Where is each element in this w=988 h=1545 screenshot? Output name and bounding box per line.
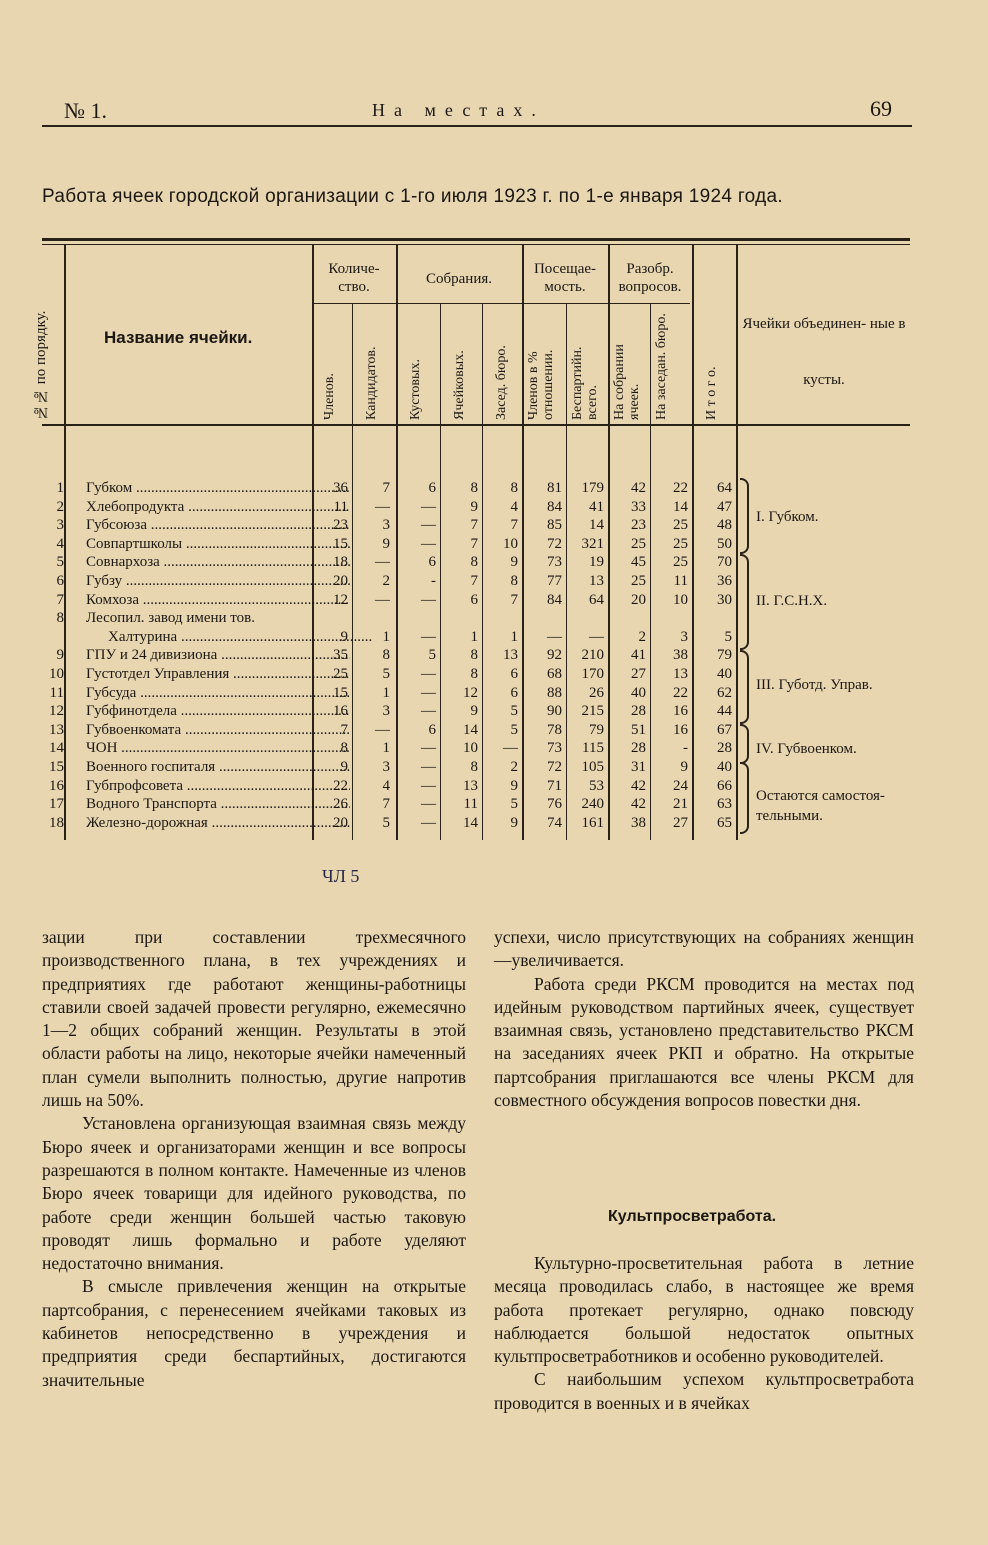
- right-column-bottom: [494, 1252, 914, 1415]
- cell-value: 16: [673, 703, 688, 720]
- cell-value: —: [421, 535, 436, 552]
- col-head-yacheykovykh: Ячейковых.: [452, 350, 467, 420]
- row-number: 6: [56, 573, 64, 589]
- paragraph: С наибольшим успехом культпросветработа проводится в военных и в ячейках: [494, 1369, 914, 1413]
- col-head-kandidatov: Кандидатов.: [364, 346, 379, 420]
- cell-value: 14: [589, 517, 604, 534]
- cell-name: Комхоза .....: [86, 592, 350, 609]
- cell-value: —: [421, 498, 436, 515]
- cell-value: 48: [717, 517, 732, 534]
- cell-value: 5: [510, 703, 518, 720]
- cell-value: 5: [510, 721, 518, 738]
- table-row: [42, 573, 742, 591]
- table-row: [42, 610, 742, 628]
- cell-value: 67: [717, 721, 732, 738]
- cell-value: 8: [510, 480, 518, 496]
- cell-value: 5: [382, 814, 390, 831]
- table-row: [42, 517, 742, 535]
- cell-value: 25: [673, 554, 688, 571]
- cell-value: 6: [428, 721, 436, 738]
- cell-value: 1: [382, 740, 390, 757]
- table-row: [42, 666, 742, 684]
- cell-value: 13: [463, 777, 478, 794]
- cell-value: 2: [382, 573, 390, 589]
- cell-name: Водного Транспорта .....: [86, 796, 350, 813]
- cell-value: 73: [547, 740, 562, 757]
- running-title: На местах.: [372, 100, 545, 120]
- table-row: [42, 796, 742, 814]
- cell-value: 64: [717, 480, 732, 496]
- cell-value: 84: [547, 498, 562, 515]
- cell-value: 38: [673, 647, 688, 664]
- cell-value: 3: [382, 703, 390, 720]
- cell-value: 7: [470, 573, 478, 589]
- cell-value: 30: [717, 591, 732, 608]
- cell-value: 8: [470, 480, 478, 496]
- cell-value: 179: [581, 480, 604, 496]
- cell-value: 13: [589, 573, 604, 589]
- cell-value: —: [375, 554, 390, 571]
- cell-value: 16: [333, 703, 348, 720]
- cell-value: 45: [631, 554, 646, 571]
- row-number: 2: [56, 498, 64, 515]
- cell-value: 73: [547, 554, 562, 571]
- cell-value: 40: [717, 666, 732, 682]
- cell-value: 5: [510, 796, 518, 813]
- col-head-kustovykh: Кустовых.: [408, 359, 423, 420]
- col-head-na-sobranii: На собрании ячеек.: [612, 344, 642, 420]
- table-top-rule-thin: [42, 244, 910, 245]
- col-group-sobraniya: Собрания.: [426, 271, 492, 287]
- cell-value: 20: [333, 814, 348, 831]
- table-row: [42, 778, 742, 796]
- cell-value: 40: [717, 759, 732, 775]
- cell-name: ГПУ и 24 дивизиона .....: [86, 647, 350, 664]
- row-number: 18: [49, 814, 64, 831]
- cell-value: 81: [547, 480, 562, 496]
- cluster-label-4: IV. Губвоенком.: [756, 741, 857, 757]
- cell-value: —: [375, 721, 390, 738]
- col-head-itogo: И т о г о.: [704, 366, 719, 420]
- cell-name: Халтурина .....: [108, 629, 372, 646]
- cell-value: 8: [470, 554, 478, 571]
- cell-value: 25: [673, 517, 688, 534]
- cell-value: 19: [589, 554, 604, 571]
- cell-value: 9: [340, 759, 348, 775]
- cell-name: Губзу .....: [86, 573, 350, 590]
- cell-value: 5: [382, 666, 390, 682]
- cell-name: Совпартшколы .....: [86, 536, 350, 553]
- cell-value: 68: [547, 666, 562, 682]
- cell-value: —: [589, 628, 604, 645]
- cell-value: 8: [470, 647, 478, 664]
- row-number: 13: [49, 721, 64, 738]
- cell-value: 3: [680, 628, 688, 645]
- page-number: 69: [870, 96, 892, 121]
- col-head-chlenov-pct: Членов в % отношении.: [526, 349, 556, 420]
- cell-value: 26: [589, 684, 604, 701]
- cell-value: 1: [470, 628, 478, 645]
- cell-value: 9: [340, 628, 348, 645]
- cell-value: 161: [581, 814, 604, 831]
- cell-value: 74: [547, 814, 562, 831]
- cell-value: 13: [503, 647, 518, 664]
- cell-value: —: [421, 777, 436, 794]
- cell-value: 21: [673, 796, 688, 813]
- cell-value: 92: [547, 647, 562, 664]
- cell-value: 47: [717, 498, 732, 515]
- cell-value: 105: [581, 759, 604, 775]
- cell-value: 78: [547, 721, 562, 738]
- cell-value: 9: [470, 498, 478, 515]
- cell-value: 42: [631, 796, 646, 813]
- cell-value: 6: [510, 684, 518, 701]
- cell-value: 8: [340, 740, 348, 757]
- col-head-zased-byuro: Засед. бюро.: [494, 345, 509, 420]
- cell-value: 9: [510, 554, 518, 571]
- cluster-label-1: I. Губком.: [756, 509, 819, 525]
- cell-value: 7: [382, 796, 390, 813]
- cell-value: 7: [510, 591, 518, 608]
- cell-value: 25: [631, 573, 646, 589]
- cell-value: 11: [463, 796, 478, 813]
- col-head-order: №№ по порядку.: [33, 310, 49, 420]
- cell-name: Губвоенкомата .....: [86, 722, 350, 739]
- cell-value: 23: [333, 517, 348, 534]
- table-row: [42, 722, 742, 740]
- cell-value: 9: [680, 759, 688, 775]
- cell-value: 40: [631, 684, 646, 701]
- cell-name: Густотдел Управления .....: [86, 666, 350, 683]
- col-group-kolichestvo: Количе-ство.: [328, 261, 380, 295]
- cell-value: 72: [547, 759, 562, 775]
- cell-value: 36: [333, 480, 348, 496]
- cluster-label-3: III. Губотд. Управ.: [756, 677, 873, 693]
- cell-value: 79: [589, 721, 604, 738]
- col-group-kusty: Ячейки объединен- ные в кусты.: [742, 316, 906, 388]
- cell-value: 41: [631, 647, 646, 664]
- cell-value: 66: [717, 777, 732, 794]
- paragraph: В смысле привлечения женщин на открытые партсобрания, с перенесением ячейками таковых из кабинетов непосредственно в учреждения и предприятия среди беспартийных, достигаются значительные: [42, 1276, 466, 1390]
- cell-value: —: [421, 591, 436, 608]
- cell-value: 33: [631, 498, 646, 515]
- cell-value: 12: [463, 684, 478, 701]
- cell-value: —: [421, 814, 436, 831]
- cell-value: 23: [631, 517, 646, 534]
- row-number: 17: [49, 796, 64, 813]
- cell-value: 24: [673, 777, 688, 794]
- row-number: 1: [56, 480, 64, 496]
- cell-value: 2: [638, 628, 646, 645]
- cell-value: 11: [673, 573, 688, 589]
- cell-value: 8: [470, 759, 478, 775]
- cell-value: 26: [333, 796, 348, 813]
- cell-value: 42: [631, 777, 646, 794]
- col-head-na-zased: На заседан. бюро.: [654, 313, 669, 420]
- cell-value: —: [421, 517, 436, 534]
- cell-value: 22: [673, 480, 688, 496]
- cell-value: 6: [428, 480, 436, 496]
- cell-value: 10: [503, 535, 518, 552]
- cell-value: 28: [631, 740, 646, 757]
- cell-value: 22: [333, 777, 348, 794]
- cell-value: 25: [631, 535, 646, 552]
- cell-value: 115: [582, 740, 604, 757]
- cell-value: 12: [333, 591, 348, 608]
- table-row: [42, 647, 742, 665]
- cell-value: 14: [463, 814, 478, 831]
- cell-value: 240: [581, 796, 604, 813]
- paragraph: Установлена организующая взаимная связь между Бюро ячеек и организаторами женщин и все вопросы разрешаются в полном контакте. Намеченные из членов Бюро ячеек товарищи для идейного руководства, по работе среди женщин большей частью таковую проводят лишь формально и работе уделяют недостаточно внимания.: [42, 1113, 466, 1274]
- cell-value: 38: [631, 814, 646, 831]
- cell-name: Военного госпиталя .....: [86, 759, 350, 776]
- table-row: [42, 480, 742, 498]
- cell-value: 10: [673, 591, 688, 608]
- cell-value: 65: [717, 814, 732, 831]
- header-rule: [42, 125, 912, 127]
- cell-value: —: [421, 759, 436, 775]
- col-head-chlenov: Членов.: [322, 373, 337, 420]
- cell-value: —: [547, 628, 562, 645]
- cell-value: —: [421, 684, 436, 701]
- table-row: [42, 499, 742, 517]
- cell-value: 51: [631, 721, 646, 738]
- cell-value: 53: [589, 777, 604, 794]
- cell-value: 4: [382, 777, 390, 794]
- cell-value: 16: [673, 721, 688, 738]
- cell-value: 6: [470, 591, 478, 608]
- row-number: 7: [56, 591, 64, 608]
- cell-value: —: [375, 498, 390, 515]
- cell-value: 8: [470, 666, 478, 682]
- cluster-brace: [740, 478, 749, 554]
- cell-value: 79: [717, 647, 732, 664]
- row-number: 16: [49, 777, 64, 794]
- cell-value: 71: [547, 777, 562, 794]
- cell-value: 31: [631, 759, 646, 775]
- cell-name: Совнархоза .....: [86, 554, 350, 571]
- cell-value: 10: [463, 740, 478, 757]
- table-row: [42, 685, 742, 703]
- cell-value: 5: [428, 647, 436, 664]
- row-number: 3: [56, 517, 64, 534]
- group-rule-b: [522, 303, 690, 304]
- cell-value: —: [421, 796, 436, 813]
- table-row: [42, 740, 742, 758]
- cell-value: 14: [673, 498, 688, 515]
- cell-value: 77: [547, 573, 562, 589]
- cell-value: 321: [581, 535, 604, 552]
- right-column-top: [494, 926, 914, 1112]
- cell-name: Губком .....: [86, 480, 350, 497]
- section-heading: Культпросветработа.: [608, 1208, 777, 1225]
- cell-value: 15: [333, 535, 348, 552]
- cell-name: Железно-дорожная .....: [86, 815, 350, 832]
- cluster-brace: [740, 554, 749, 650]
- cell-value: 90: [547, 703, 562, 720]
- group-rule-a: [312, 303, 522, 304]
- row-number: 8: [56, 610, 64, 627]
- row-number: 12: [49, 703, 64, 720]
- cell-name: Губсуда .....: [86, 685, 350, 702]
- cell-value: 28: [717, 740, 732, 757]
- left-column: [42, 926, 466, 1392]
- col-group-razobr: Разобр. вопросов.: [618, 261, 682, 295]
- table-row: [42, 629, 742, 647]
- cell-value: —: [421, 703, 436, 720]
- cell-value: —: [503, 740, 518, 757]
- cell-value: -: [683, 740, 688, 757]
- table-row: [42, 703, 742, 721]
- paragraph: успехи, число присутствующих на собраниях женщин—увеличивается.: [494, 927, 914, 971]
- cell-value: 1: [510, 628, 518, 645]
- cell-value: 64: [589, 591, 604, 608]
- cell-name: Хлебопродукта .....: [86, 499, 350, 516]
- table-row: [42, 536, 742, 554]
- table-title: Работа ячеек городской организации с 1-го июля 1923 г. по 1-е января 1924 года.: [42, 186, 783, 207]
- cell-value: —: [421, 740, 436, 757]
- cluster-brace: [740, 762, 749, 834]
- cell-value: 41: [589, 498, 604, 515]
- row-number: 4: [56, 535, 64, 552]
- table-row: [42, 554, 742, 572]
- table-row: [42, 815, 742, 833]
- cell-value: 7: [382, 480, 390, 496]
- handwritten-mark: ЧЛ 5: [322, 866, 360, 886]
- cell-value: 8: [382, 647, 390, 664]
- cell-value: 3: [382, 517, 390, 534]
- cell-value: 62: [717, 684, 732, 701]
- cell-value: 2: [510, 759, 518, 775]
- paragraph: Работа среди РКСМ проводится на местах под идейным руководством партийных ячеек, существует взаимная связь, установлено представительство РКСМ на заседаниях ячеек РКП и обратно. На открытые партсобрания приглашаются все члены РКСМ для совместного обсуждения вопросов повестки дня.: [494, 973, 914, 1111]
- table-row: [42, 592, 742, 610]
- cell-value: 70: [717, 554, 732, 571]
- cluster-label-2: II. Г.С.Н.Х.: [756, 593, 828, 609]
- cell-value: 20: [631, 591, 646, 608]
- cell-value: 20: [333, 573, 348, 589]
- cell-value: 9: [382, 535, 390, 552]
- cluster-label-5: Остаются самостоя- тельными.: [756, 788, 885, 824]
- cell-value: 9: [470, 703, 478, 720]
- row-number: 9: [56, 647, 64, 664]
- cell-value: 85: [547, 517, 562, 534]
- cell-value: 170: [581, 666, 604, 682]
- cell-value: 25: [333, 666, 348, 682]
- cluster-brace: [740, 724, 749, 764]
- cell-value: 88: [547, 684, 562, 701]
- cell-value: —: [421, 628, 436, 645]
- cell-name: ЧОН .....: [86, 740, 350, 757]
- cell-name: Губпрофсовета .....: [86, 778, 350, 795]
- cell-value: 27: [631, 666, 646, 682]
- cell-value: 210: [581, 647, 604, 664]
- cell-value: 7: [340, 721, 348, 738]
- paragraph: Культурно-просветительная работа в летние месяца проводилась слабо, в настоящее же время работа протекает регулярно, однако повсюду наблюдается большой недостаток опытных культпросветработников и особенно руководителей.: [494, 1253, 914, 1367]
- cell-value: 22: [673, 684, 688, 701]
- cell-value: 27: [673, 814, 688, 831]
- cell-value: 13: [673, 666, 688, 682]
- table-top-rule: [42, 238, 910, 241]
- cell-value: 215: [581, 703, 604, 720]
- cell-value: 9: [510, 814, 518, 831]
- cell-value: 35: [333, 647, 348, 664]
- issue-number: № 1.: [64, 98, 107, 123]
- cell-value: -: [431, 573, 436, 589]
- cluster-brace: [740, 650, 749, 724]
- cell-value: 50: [717, 535, 732, 552]
- col-head-name: Название ячейки.: [104, 328, 253, 347]
- cell-value: 4: [510, 498, 518, 515]
- cell-value: —: [421, 666, 436, 682]
- running-header: [42, 94, 912, 128]
- cell-name: Лесопил. завод имени тов.: [86, 610, 255, 627]
- cell-name: Губсоюза .....: [86, 517, 350, 534]
- cell-value: 14: [463, 721, 478, 738]
- cell-value: 25: [673, 535, 688, 552]
- cell-value: 1: [382, 628, 390, 645]
- cell-value: 72: [547, 535, 562, 552]
- cell-value: 11: [333, 498, 348, 515]
- cell-value: 8: [510, 573, 518, 589]
- cell-value: 3: [382, 759, 390, 775]
- row-number: 11: [49, 684, 64, 701]
- table-header-rule: [42, 424, 910, 426]
- cell-value: 7: [470, 517, 478, 534]
- col-group-poseshchaemost: Посещае-мость.: [533, 261, 597, 295]
- cell-value: 7: [510, 517, 518, 534]
- cell-value: 28: [631, 703, 646, 720]
- cell-value: 5: [724, 628, 732, 645]
- cell-value: 76: [547, 796, 562, 813]
- cell-value: 84: [547, 591, 562, 608]
- table-row: [42, 759, 742, 777]
- row-number: 10: [49, 666, 64, 682]
- cell-value: 7: [470, 535, 478, 552]
- cell-value: 42: [631, 480, 646, 496]
- paragraph: зации при составлении трехмесячного производственного плана, в тех учреждениях и предприятиях где работают женщины-работницы ставили своей задачей провести регулярно, ежемесячно 1—2 общих собраний женщин. Результаты в этой области работы на лицо, некоторые ячейки намеченный план сумели выполнить полностью, другие напротив лишь на 50%.: [42, 927, 466, 1111]
- cell-value: 6: [510, 666, 518, 682]
- row-number: 5: [56, 554, 64, 571]
- cell-name: Губфинотдела .....: [86, 703, 350, 720]
- row-number: 14: [49, 740, 64, 757]
- cell-value: 36: [717, 573, 732, 589]
- row-number: 15: [49, 759, 64, 775]
- cell-value: 6: [428, 554, 436, 571]
- cell-value: 1: [382, 684, 390, 701]
- cell-value: 9: [510, 777, 518, 794]
- cell-value: 63: [717, 796, 732, 813]
- cell-value: 15: [333, 684, 348, 701]
- cell-value: 18: [333, 554, 348, 571]
- cell-value: —: [375, 591, 390, 608]
- col-head-bespart: Беспартийн. всего.: [570, 346, 600, 420]
- cell-value: 44: [717, 703, 732, 720]
